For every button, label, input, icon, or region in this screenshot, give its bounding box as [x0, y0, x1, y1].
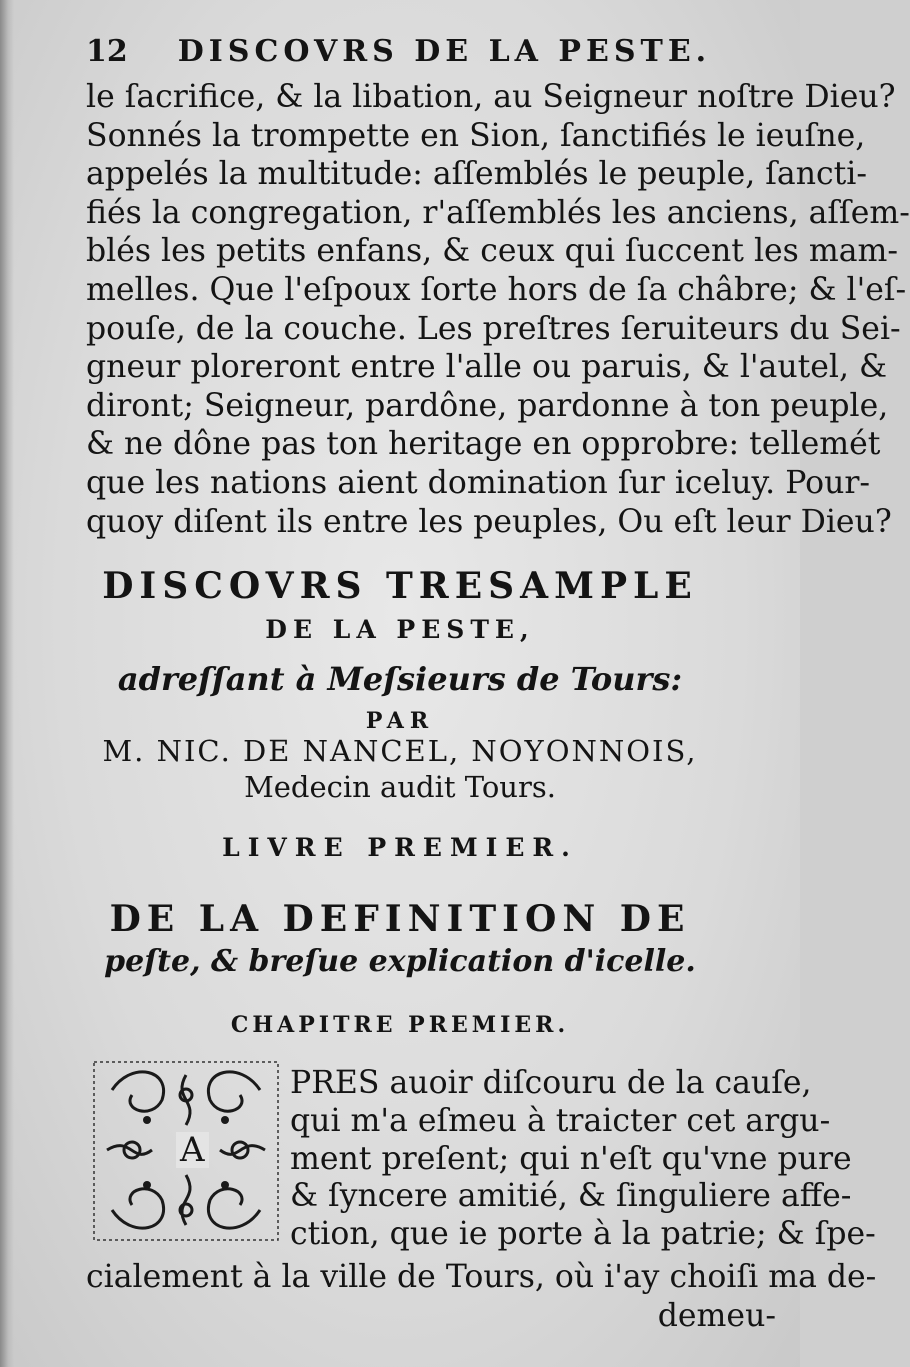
text-line: blés les petits enfans, & ceux qui ſuccent les mam- — [86, 233, 899, 270]
text-line: qui m'a eſmeu à traicter cet argu- — [290, 1102, 831, 1139]
ornamental-initial — [92, 1060, 280, 1242]
chapter-heading: CHAPITRE PREMIER. — [230, 1012, 570, 1038]
text-line: ction, que ie porte à la patrie; & ſpe- — [290, 1216, 876, 1253]
section-heading-1: DE LA DEFINITION DE — [109, 898, 691, 940]
title-line-3: adreſſant à Meſsieurs de Tours: — [117, 660, 683, 698]
text-line: cialement à la ville de Tours, où i'ay choiſi ma de- — [86, 1259, 877, 1295]
text-line: diront; Seigneur, pardône, pardonne à ton peuple, — [86, 387, 889, 424]
text-line: fiés la congregation, r'aſſemblés les anciens, aſſem- — [86, 194, 910, 231]
drop-initial-letter: A — [176, 1132, 209, 1168]
text-line: PRES auoir diſcouru de la cauſe, — [290, 1065, 812, 1101]
section-heading-2: peſte, & breſue explication d'icelle. — [104, 944, 696, 979]
chapter-paragraph — [290, 1065, 876, 1254]
text-line: que les nations aient domination ſur iceluy. Pour- — [86, 464, 871, 501]
text-line: & ne dône pas ton heritage en opprobre: tellemét — [86, 426, 881, 463]
text-line: melles. Que l'eſpoux ſorte hors de ſa châbre; & l'eſ- — [86, 271, 907, 308]
title-line-1: DISCOVRS TRESAMPLE — [102, 565, 698, 607]
title-by: PAR — [365, 708, 435, 734]
text-line: le ſacrifice, & la libation, au Seigneur noſtre Dieu? — [86, 79, 896, 115]
title-line-2: DE LA PESTE, — [265, 615, 535, 644]
text-line: appelés la multitude: aſſemblés le peuple, ſancti- — [86, 156, 867, 193]
catchword: demeu- — [657, 1298, 776, 1334]
text-line: quoy diſent ils entre les peuples, Ou eſt leur Dieu? — [86, 503, 892, 540]
top-paragraph — [86, 78, 910, 541]
page-number: 12 — [86, 34, 128, 69]
text-line: & ſyncere amitié, & ſinguliere affe- — [290, 1178, 852, 1215]
running-title: DISCOVRS DE LA PESTE. — [177, 34, 712, 69]
text-line: pouſe, de la couche. Les preſtres ſeruiteurs du Sei- — [86, 310, 901, 347]
author-line: M. NIC. DE NANCEL, NOYONNOIS, — [102, 734, 698, 768]
running-header — [86, 34, 712, 69]
author-title: Medecin audit Tours. — [244, 770, 556, 804]
book-heading: LIVRE PREMIER. — [222, 833, 578, 862]
text-line: gneur ploreront entre l'alle ou paruis, & l'autel, & — [86, 349, 888, 386]
chapter-paragraph-cont — [86, 1258, 877, 1297]
text-line: ment preſent; qui n'eſt qu'vne pure — [290, 1140, 852, 1177]
text-line: Sonnés la trompette en Sion, ſanctifiés le ieuſne, — [86, 117, 866, 154]
